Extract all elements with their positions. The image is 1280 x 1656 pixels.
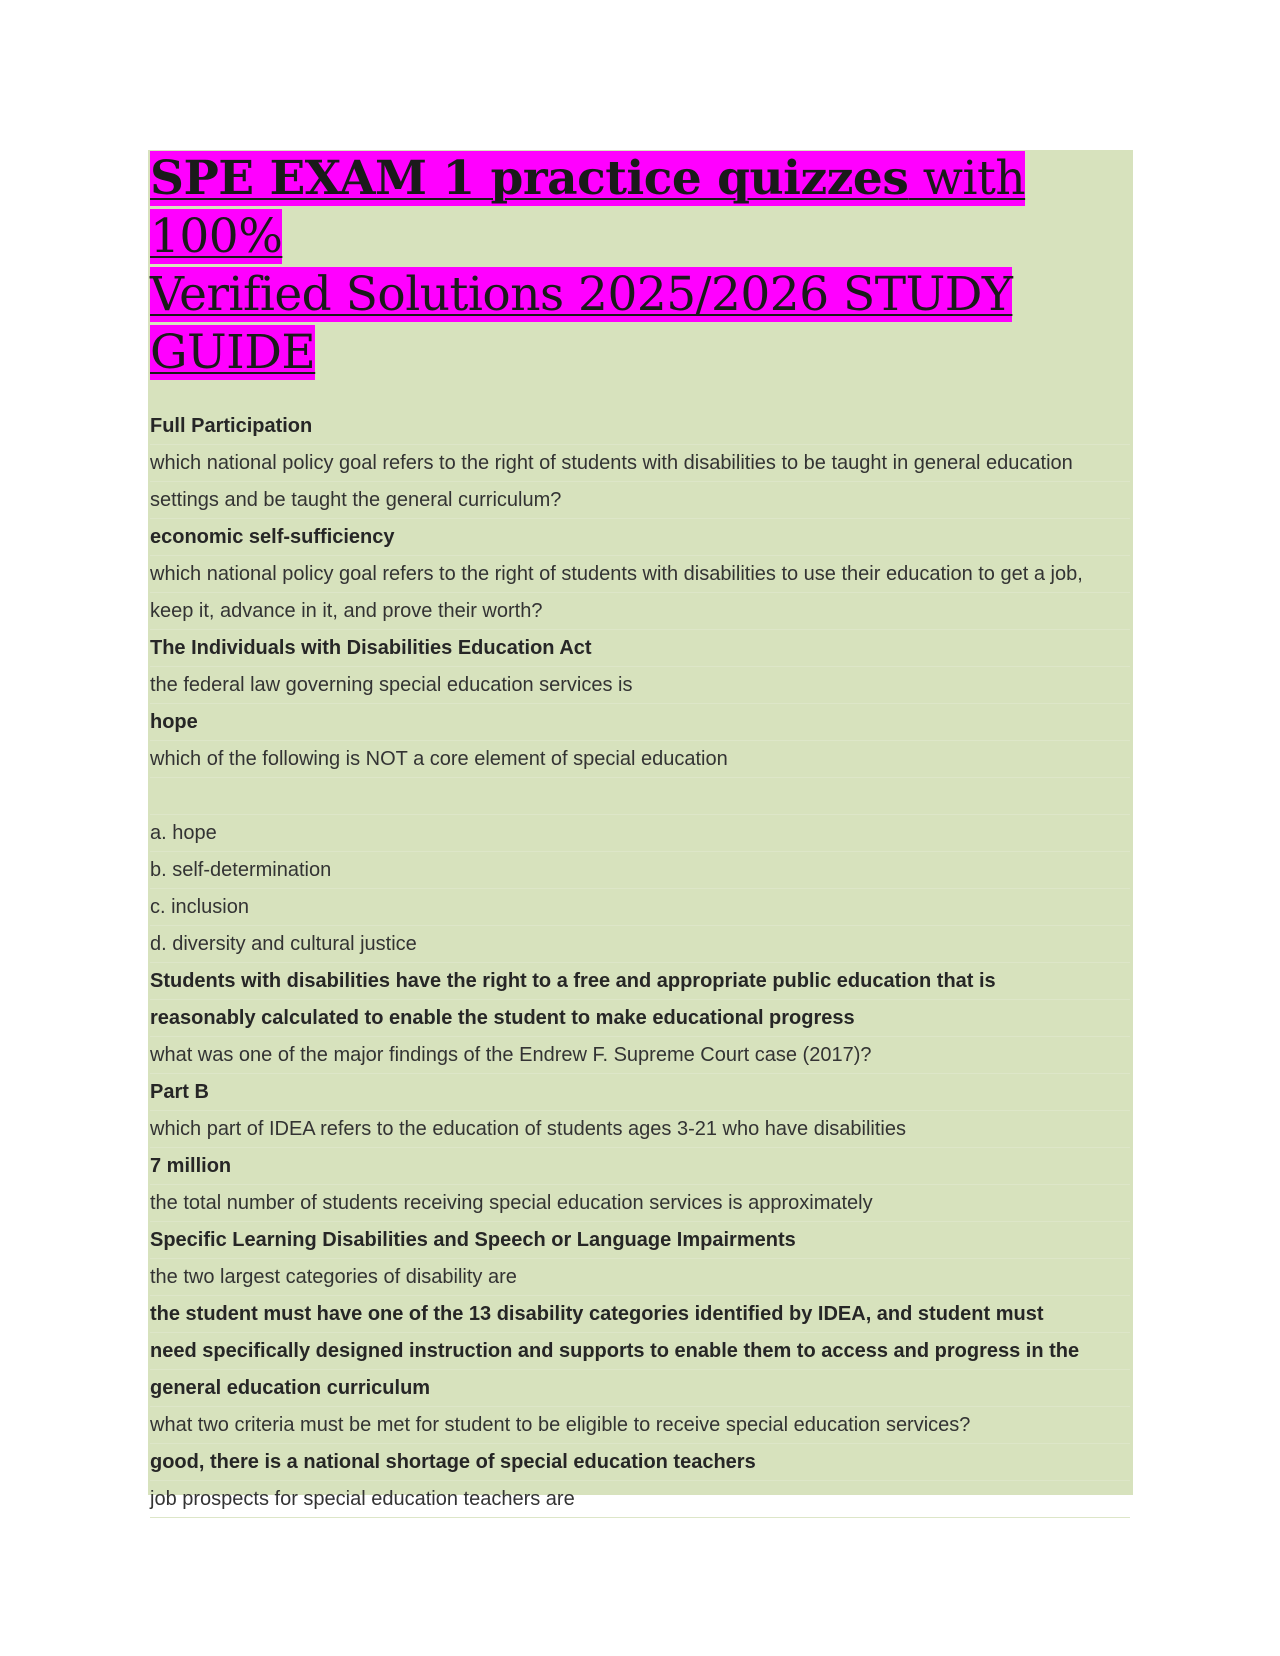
card-definition: the total number of students receiving special education services is approximately xyxy=(150,1185,1130,1222)
title-part-3: Verified Solutions 2025/2026 STUDY GUIDE xyxy=(150,267,1013,380)
card-term: reasonably calculated to enable the student to make educational progress xyxy=(150,1000,1130,1037)
card-term: the student must have one of the 13 disability categories identified by IDEA, and student must xyxy=(150,1296,1130,1333)
title-part-1: SPE EXAM 1 practice quizzes xyxy=(150,151,909,206)
answer-option: d. diversity and cultural justice xyxy=(150,926,1130,963)
card-definition: settings and be taught the general curriculum? xyxy=(150,482,1130,519)
card-term: Full Participation xyxy=(150,408,1130,445)
card-definition: keep it, advance in it, and prove their worth? xyxy=(150,593,1130,630)
flashcard-list xyxy=(150,408,1130,1518)
card-definition: job prospects for special education teachers are xyxy=(150,1481,1130,1518)
card-term: economic self-sufficiency xyxy=(150,519,1130,556)
card-term: need specifically designed instruction and supports to enable them to access and progress in the xyxy=(150,1333,1130,1370)
card-term: hope xyxy=(150,704,1130,741)
card-definition: what was one of the major findings of the Endrew F. Supreme Court case (2017)? xyxy=(150,1037,1130,1074)
card-term: Part B xyxy=(150,1074,1130,1111)
card-definition: which of the following is NOT a core element of special education xyxy=(150,741,1130,778)
answer-option: a. hope xyxy=(150,815,1130,852)
card-definition: what two criteria must be met for student to be eligible to receive special education services? xyxy=(150,1407,1130,1444)
card-term: 7 million xyxy=(150,1148,1130,1185)
card-definition: the two largest categories of disability are xyxy=(150,1259,1130,1296)
card-term: general education curriculum xyxy=(150,1370,1130,1407)
answer-option: c. inclusion xyxy=(150,889,1130,926)
card-definition: the federal law governing special education services is xyxy=(150,667,1130,704)
document-title xyxy=(150,150,1130,382)
card-definition: which part of IDEA refers to the education of students ages 3-21 who have disabilities xyxy=(150,1111,1130,1148)
answer-option: b. self-determination xyxy=(150,852,1130,889)
card-term: Specific Learning Disabilities and Speech or Language Impairments xyxy=(150,1222,1130,1259)
card-term: good, there is a national shortage of special education teachers xyxy=(150,1444,1130,1481)
card-term: The Individuals with Disabilities Education Act xyxy=(150,630,1130,667)
card-definition: which national policy goal refers to the right of students with disabilities to be taught in general education xyxy=(150,445,1130,482)
card-term: Students with disabilities have the right to a free and appropriate public education that is xyxy=(150,963,1130,1000)
card-definition: which national policy goal refers to the right of students with disabilities to use their education to get a job, xyxy=(150,556,1130,593)
title-part-2: with 100% xyxy=(150,151,1026,264)
blank-line xyxy=(150,778,1130,815)
